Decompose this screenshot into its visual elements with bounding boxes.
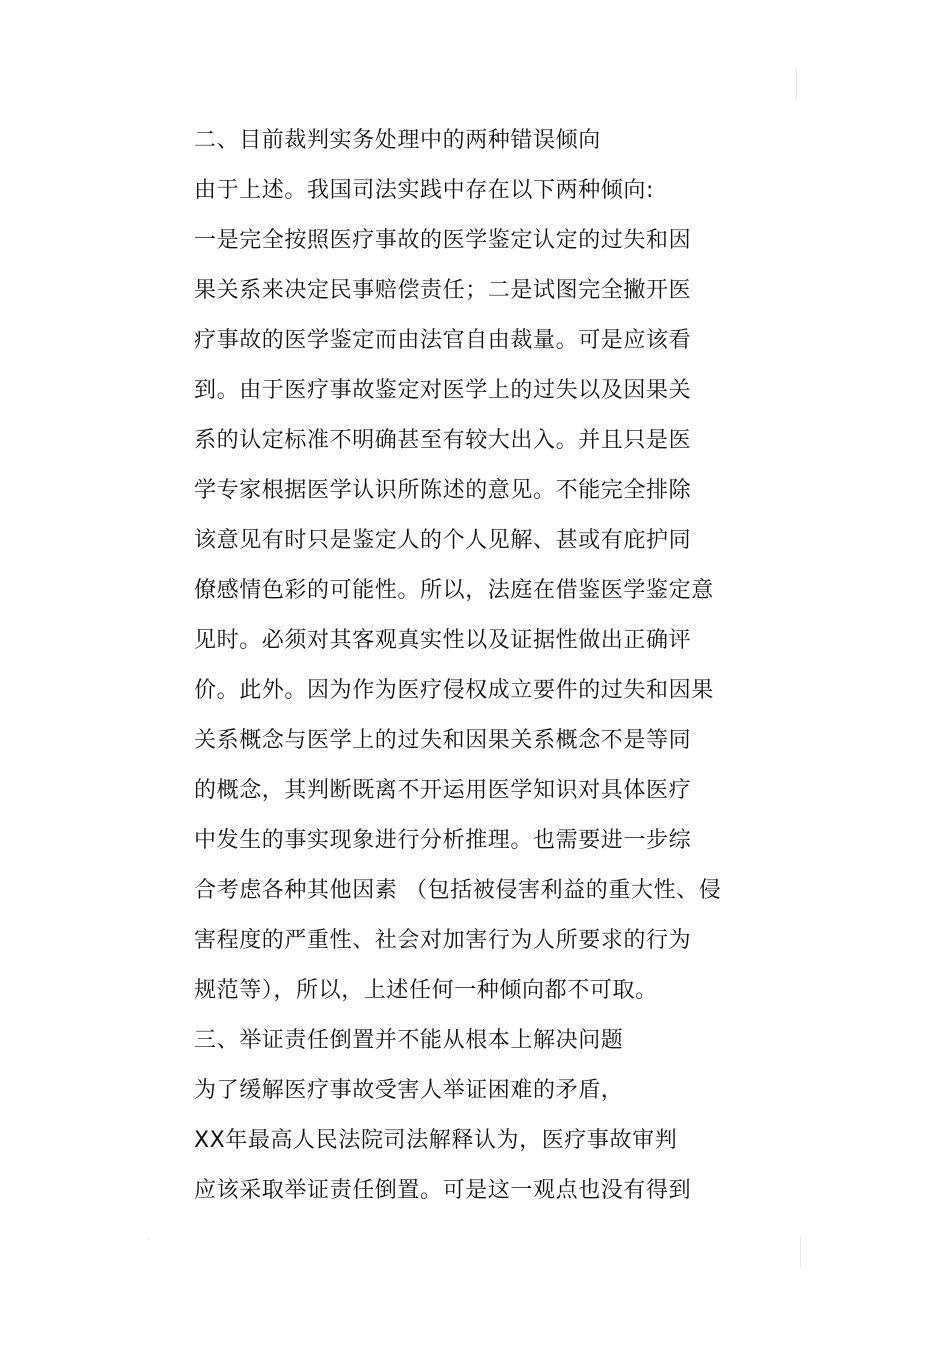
section-heading-3: 三、举证责任倒置并不能从根本上解决问题 <box>194 1028 624 1053</box>
document-body <box>194 116 754 1216</box>
crop-mark-bottom-right <box>800 1236 801 1268</box>
text-line: 害程度的严重性、社会对加害行为人所要求的行为 <box>194 928 692 953</box>
text-line: 学专家根据医学认识所陈述的意见。不能完全排除 <box>194 478 692 503</box>
text-line: 见时。必须对其客观真实性以及证据性做出正确评 <box>194 628 692 653</box>
crop-mark-top-right <box>796 68 797 100</box>
text-line: 一是完全按照医疗事故的医学鉴定认定的过失和因 <box>194 228 692 253</box>
text-line: 中发生的事实现象进行分析推理。也需要进一步综 <box>194 828 692 853</box>
text-line: 到。由于医疗事故鉴定对医学上的过失以及因果关 <box>194 378 692 403</box>
text-line: 规范等），所以，上述任何一种倾向都不可取。 <box>194 978 658 1003</box>
text-line: 合考虑各种其他因素 （包括被侵害利益的重大性、侵 <box>194 878 722 903</box>
crop-mark-bottom-left <box>148 1238 150 1240</box>
text-line: XX年最高人民法院司法解释认为，医疗事故审判 <box>194 1128 678 1153</box>
text-line: 疗事故的医学鉴定而由法官自由裁量。可是应该看 <box>194 328 692 353</box>
text-line: 关系概念与医学上的过失和因果关系概念不是等同 <box>194 728 692 753</box>
text-line: 的概念，其判断既离不开运用医学知识对具体医疗 <box>194 778 692 803</box>
text-line: 价。此外。因为作为医疗侵权成立要件的过失和因果 <box>194 678 714 703</box>
text-line: 僚感情色彩的可能性。所以，法庭在借鉴医学鉴定意 <box>194 578 714 603</box>
text-line: 由于上述。我国司法实践中存在以下两种倾向: <box>194 178 655 203</box>
text-line: 应该采取举证责任倒置。可是这一观点也没有得到 <box>194 1178 692 1203</box>
text-line: 系的认定标准不明确甚至有较大出入。并且只是医 <box>194 428 692 453</box>
text-line: 为了缓解医疗事故受害人举证困难的矛盾， <box>194 1078 624 1103</box>
text-line: 果关系来决定民事赔偿责任；二是试图完全撇开医 <box>194 278 692 303</box>
section-heading-2: 二、目前裁判实务处理中的两种错误倾向 <box>194 128 601 153</box>
text-line: 该意见有时只是鉴定人的个人见解、甚或有庇护同 <box>194 528 692 553</box>
